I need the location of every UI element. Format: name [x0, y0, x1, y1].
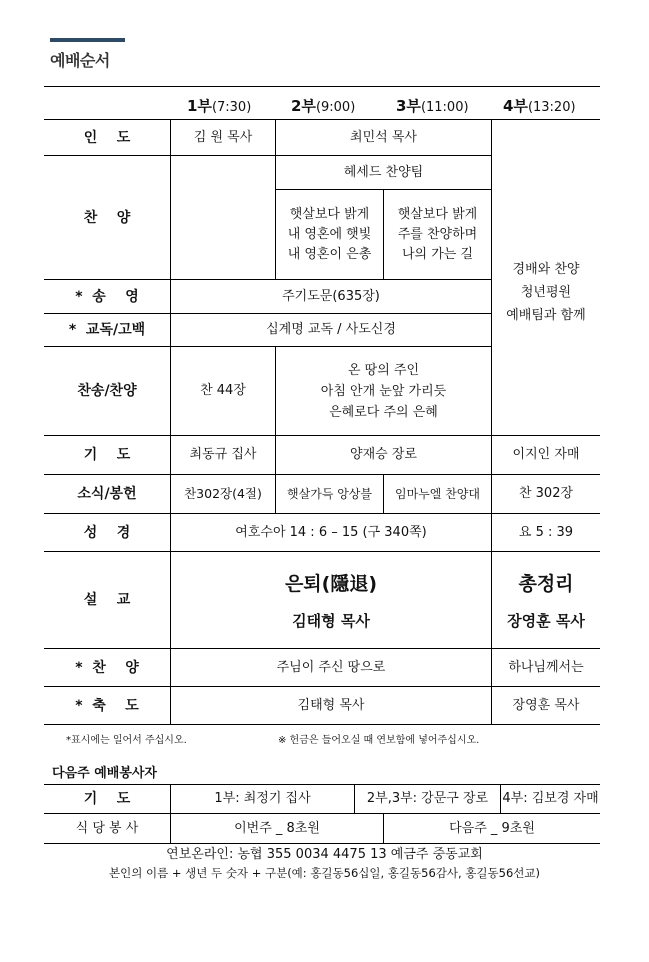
label-praise: 찬 양: [44, 155, 170, 279]
scripture-main: 여호수아 14 : 6 – 15 (구 340쪽): [170, 513, 491, 551]
next-week-title: 다음주 예배봉사자: [52, 766, 157, 781]
praise-service-2: 햇살보다 밝게 내 영혼에 햇빛 내 영혼이 은총: [275, 189, 383, 279]
hymn-service-1: 찬 44장: [170, 346, 275, 435]
sermon-main: [170, 551, 491, 648]
label-offering-song: * 송 영: [44, 279, 170, 313]
label-hymn: 찬송/찬양: [44, 346, 170, 435]
news-service-4: 찬 302장: [491, 474, 600, 513]
prayer-service-4: 이지인 자매: [491, 435, 600, 474]
praise-team: 헤세드 찬양팀: [275, 155, 491, 189]
next-prayer-service-1: 1부: 최정기 집사: [170, 785, 354, 813]
page-title: 예배순서: [50, 51, 110, 70]
next-week-table: [44, 784, 600, 844]
benediction-service-4: 장영훈 목사: [491, 686, 600, 724]
prayer-service-1: 최동규 집사: [170, 435, 275, 474]
label-invocation: 인 도: [83, 129, 131, 146]
label-news: 소식/봉헌: [44, 474, 170, 513]
service-1: 1부(7:30): [187, 97, 252, 115]
invocation-service-2-3: 최민석 목사: [275, 120, 491, 155]
creed: 십계명 교독 / 사도신경: [170, 313, 491, 346]
section-header: [50, 38, 130, 71]
invocation-service-1: 김 원 목사: [170, 120, 275, 155]
online-offering-info: 연보온라인: 농협 355 0034 4475 13 예금주 중동교회: [166, 847, 483, 862]
label-creed: * 교독/고백: [44, 313, 170, 346]
label-prayer: 기 도: [44, 435, 170, 474]
sermon-title: 은퇴(隱退): [284, 573, 378, 595]
label-sermon: 설 교: [44, 551, 170, 648]
closing-hymn-main: 주님이 주신 땅으로: [170, 648, 491, 686]
service-4-praise-worship: 경배와 찬양 청년평원 예배팀과 함께: [491, 120, 600, 435]
service-2: 2부(9:00): [291, 97, 356, 115]
news-service-3: 임마누엘 찬양대: [383, 474, 491, 513]
scripture-service-4: 요 5 : 39: [491, 513, 600, 551]
stand-note: *표시에는 일어서 주십시오.: [66, 735, 187, 746]
news-service-1: 찬302장(4절): [170, 474, 275, 513]
next-dining-label: 식 당 봉 사: [44, 813, 170, 843]
next-prayer-service-2-3: 2부,3부: 강문구 장로: [354, 785, 500, 813]
offering-note: ※ 헌금은 들어오실 때 연보함에 넣어주십시오.: [278, 735, 480, 746]
service-3: 3부(11:00): [396, 97, 469, 115]
sermon-preacher: 김태형 목사: [292, 612, 370, 630]
header-bar: [50, 38, 125, 42]
hymn-service-2-3: 온 땅의 주인 아침 안개 눈앞 가리듯 은혜로다 주의 은혜: [275, 346, 491, 435]
next-prayer-label: 기 도: [83, 791, 131, 807]
next-dining-next-week: 다음주 _ 9초원: [383, 813, 600, 843]
offering-song: 주기도문(635장): [170, 279, 491, 313]
benediction-main: 김태형 목사: [170, 686, 491, 724]
closing-hymn-service-4: 하나님께서는: [491, 648, 600, 686]
service-times-row: [44, 86, 600, 119]
sermon-title-4: 총정리: [518, 573, 574, 595]
worship-order-table: [44, 119, 600, 725]
sermon-service-4: [491, 551, 600, 648]
online-offering-format: 본인의 이름 + 생년 두 숫자 + 구분(예: 홍길동56십일, 홍길동56감사, 홍길동56선교): [109, 866, 540, 880]
label-scripture: 성 경: [44, 513, 170, 551]
praise-service-3: 햇살보다 밝게 주를 찬양하며 나의 가는 길: [383, 189, 491, 279]
next-prayer-service-4: 4부: 김보경 자매: [500, 785, 600, 813]
label-benediction: * 축 도: [44, 686, 170, 724]
label-closing-hymn: * 찬 양: [44, 648, 170, 686]
service-4: 4부(13:20): [503, 97, 576, 115]
news-service-2: 햇살가득 앙상블: [275, 474, 383, 513]
praise-service-1-empty: [170, 155, 275, 279]
next-dining-this-week: 이번주 _ 8초원: [170, 813, 383, 843]
prayer-service-2-3: 양재승 장로: [275, 435, 491, 474]
sermon-preacher-4: 장영훈 목사: [507, 612, 585, 630]
